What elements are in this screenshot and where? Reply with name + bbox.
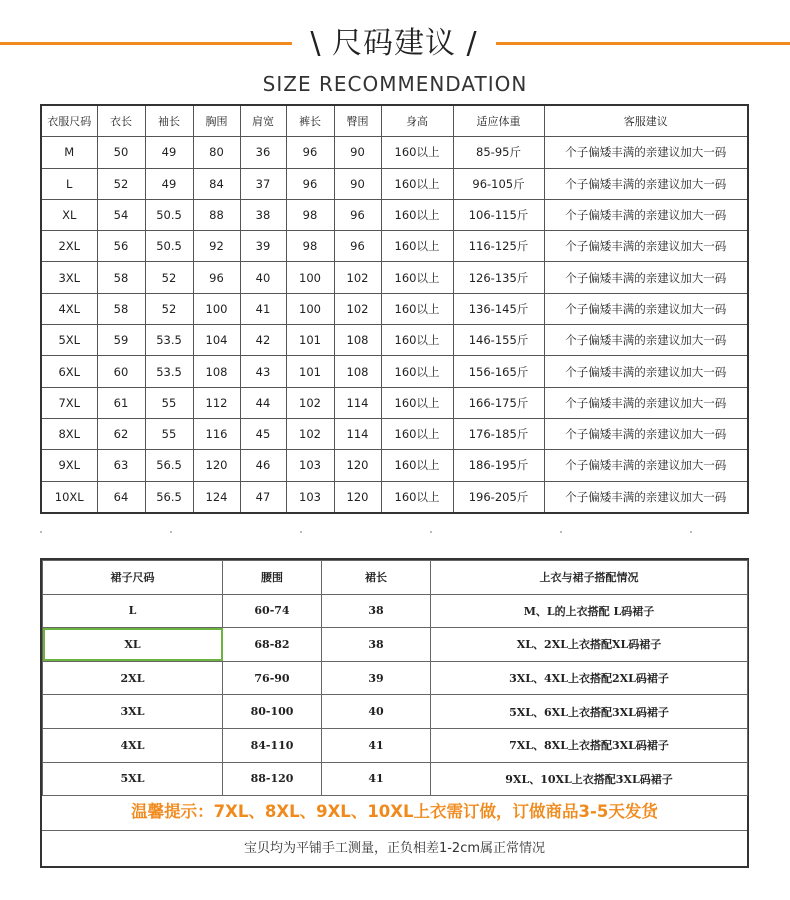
- table-cell: 40: [322, 695, 431, 729]
- title-divider-right: [496, 42, 790, 45]
- table-cell: 41: [322, 762, 431, 796]
- table-cell: 100: [286, 293, 334, 324]
- table-cell: 100: [286, 262, 334, 293]
- table-cell: 个子偏矮丰满的亲建议加大一码: [544, 137, 748, 168]
- table-cell: 112: [193, 387, 240, 418]
- table-row: [43, 628, 748, 662]
- table-cell: 102: [334, 262, 381, 293]
- table-cell: 42: [240, 325, 286, 356]
- table-cell: XL: [41, 199, 97, 230]
- table-cell: 个子偏矮丰满的亲建议加大一码: [544, 262, 748, 293]
- table-cell: 160以上: [381, 387, 453, 418]
- table-row: [41, 137, 748, 168]
- table-cell: 103: [286, 450, 334, 481]
- column-header: 腰围: [223, 561, 322, 595]
- table-cell: 160以上: [381, 231, 453, 262]
- table-cell: 37: [240, 168, 286, 199]
- table-cell: 4XL: [41, 293, 97, 324]
- header-row: [43, 561, 748, 595]
- table-cell: 39: [322, 661, 431, 695]
- table-row: [43, 728, 748, 762]
- table-cell: 96: [286, 137, 334, 168]
- table-cell: 7XL: [41, 387, 97, 418]
- table-row: [41, 325, 748, 356]
- table-cell: 8XL: [41, 418, 97, 449]
- table-cell: 个子偏矮丰满的亲建议加大一码: [544, 450, 748, 481]
- table-cell: 46: [240, 450, 286, 481]
- table-cell: 126-135斤: [453, 262, 544, 293]
- table-cell: 58: [97, 293, 145, 324]
- table-cell: 45: [240, 418, 286, 449]
- warm-tip: 温馨提示：7XL、8XL、9XL、10XL上衣需订做，订做商品3-5天发货: [42, 794, 747, 831]
- table-cell: 96: [334, 199, 381, 230]
- table-cell: 100: [193, 293, 240, 324]
- table-cell: 160以上: [381, 293, 453, 324]
- table-cell: 52: [97, 168, 145, 199]
- table-cell: 56.5: [145, 450, 193, 481]
- table-cell: 98: [286, 231, 334, 262]
- table-cell: 53.5: [145, 325, 193, 356]
- table-cell: 个子偏矮丰满的亲建议加大一码: [544, 231, 748, 262]
- table-cell: 40: [240, 262, 286, 293]
- skirt-table: [42, 560, 748, 796]
- separator-dot: [430, 531, 432, 533]
- table-cell: 43: [240, 356, 286, 387]
- table-cell: 98: [286, 199, 334, 230]
- table-cell: 108: [334, 356, 381, 387]
- table-cell: 38: [322, 594, 431, 628]
- table-cell: 个子偏矮丰满的亲建议加大一码: [544, 168, 748, 199]
- separator-dot: [560, 531, 562, 533]
- table-cell: 106-115斤: [453, 199, 544, 230]
- separator-dot: [690, 531, 692, 533]
- table-cell: 84-110: [223, 728, 322, 762]
- table-cell: 160以上: [381, 325, 453, 356]
- table-cell: 120: [334, 481, 381, 513]
- separator-dot: [170, 531, 172, 533]
- table-cell: 124: [193, 481, 240, 513]
- table-cell: 49: [145, 168, 193, 199]
- table-row: [43, 762, 748, 796]
- table-cell: 41: [240, 293, 286, 324]
- column-header: 裙长: [322, 561, 431, 595]
- table-cell: 101: [286, 325, 334, 356]
- column-header: 客服建议: [544, 105, 748, 137]
- column-header: 臀围: [334, 105, 381, 137]
- table-cell: 个子偏矮丰满的亲建议加大一码: [544, 418, 748, 449]
- table-cell: 166-175斤: [453, 387, 544, 418]
- table-cell: 85-95斤: [453, 137, 544, 168]
- table-row: [41, 356, 748, 387]
- table-cell: L: [43, 594, 223, 628]
- table-cell: 68-82: [223, 628, 322, 662]
- table-cell: XL、2XL上衣搭配XL码裙子: [431, 628, 748, 662]
- table-cell: 个子偏矮丰满的亲建议加大一码: [544, 356, 748, 387]
- table-cell: 6XL: [41, 356, 97, 387]
- table-cell: 114: [334, 387, 381, 418]
- table-cell: 个子偏矮丰满的亲建议加大一码: [544, 325, 748, 356]
- table-cell: 103: [286, 481, 334, 513]
- table-cell: 96: [334, 231, 381, 262]
- table-cell: 160以上: [381, 481, 453, 513]
- header-row: [41, 105, 748, 137]
- table-cell: 39: [240, 231, 286, 262]
- column-header: 胸围: [193, 105, 240, 137]
- table-cell: 160以上: [381, 418, 453, 449]
- table-cell: 101: [286, 356, 334, 387]
- table-row: [41, 199, 748, 230]
- column-header: 肩宽: [240, 105, 286, 137]
- table-cell: 41: [322, 728, 431, 762]
- table-cell: 90: [334, 168, 381, 199]
- separator-dot: [300, 531, 302, 533]
- table-row: [41, 293, 748, 324]
- table-cell: 116: [193, 418, 240, 449]
- table-cell: 90: [334, 137, 381, 168]
- title-divider-left: [0, 42, 292, 45]
- table-cell: 44: [240, 387, 286, 418]
- table-cell: 59: [97, 325, 145, 356]
- table-cell: 55: [145, 387, 193, 418]
- table-cell: 9XL、10XL上衣搭配3XL码裙子: [431, 762, 748, 796]
- table-cell: 5XL: [41, 325, 97, 356]
- table-cell: 92: [193, 231, 240, 262]
- column-header: 衣长: [97, 105, 145, 137]
- table-cell: 个子偏矮丰满的亲建议加大一码: [544, 293, 748, 324]
- table-cell: 5XL: [43, 762, 223, 796]
- table-row: [41, 450, 748, 481]
- table-cell: 个子偏矮丰满的亲建议加大一码: [544, 199, 748, 230]
- table-cell: 38: [322, 628, 431, 662]
- table-cell: 186-195斤: [453, 450, 544, 481]
- column-header: 身高: [381, 105, 453, 137]
- table-cell: 160以上: [381, 356, 453, 387]
- table-cell: 146-155斤: [453, 325, 544, 356]
- table-cell: 116-125斤: [453, 231, 544, 262]
- table-cell: 7XL、8XL上衣搭配3XL码裙子: [431, 728, 748, 762]
- table-cell: 58: [97, 262, 145, 293]
- table-cell: 160以上: [381, 168, 453, 199]
- table-cell: 9XL: [41, 450, 97, 481]
- separator-dot: [40, 531, 42, 533]
- table-cell: 80-100: [223, 695, 322, 729]
- table-cell: 50.5: [145, 199, 193, 230]
- table-cell: 96: [193, 262, 240, 293]
- column-header: 上衣与裙子搭配情况: [431, 561, 748, 595]
- table-cell: 63: [97, 450, 145, 481]
- table-cell: M、L的上衣搭配 L码裙子: [431, 594, 748, 628]
- table-cell: 88-120: [223, 762, 322, 796]
- table-cell: 2XL: [43, 661, 223, 695]
- title-row: [0, 22, 790, 66]
- table-row: [43, 594, 748, 628]
- table-cell: 102: [286, 387, 334, 418]
- table-cell: 84: [193, 168, 240, 199]
- table-cell: 56: [97, 231, 145, 262]
- table-cell: 104: [193, 325, 240, 356]
- table-cell: 108: [334, 325, 381, 356]
- table-cell: 50.5: [145, 231, 193, 262]
- table-cell: 136-145斤: [453, 293, 544, 324]
- table-row: [43, 695, 748, 729]
- column-header: 袖长: [145, 105, 193, 137]
- table-row: [41, 168, 748, 199]
- skirt-section: [40, 558, 749, 868]
- table-row: [41, 231, 748, 262]
- table-cell: 54: [97, 199, 145, 230]
- table-row: [41, 262, 748, 293]
- table-cell: 3XL、4XL上衣搭配2XL码裙子: [431, 661, 748, 695]
- table-row: [43, 661, 748, 695]
- table-cell: 4XL: [43, 728, 223, 762]
- table-cell: 47: [240, 481, 286, 513]
- table-cell: 52: [145, 293, 193, 324]
- size-table: [40, 104, 749, 514]
- table-cell: 62: [97, 418, 145, 449]
- table-cell: 96: [286, 168, 334, 199]
- table-cell: 个子偏矮丰满的亲建议加大一码: [544, 387, 748, 418]
- table-cell: 102: [286, 418, 334, 449]
- measurement-note: 宝贝均为平铺手工测量，正负相差1-2cm属正常情况: [243, 841, 546, 856]
- page-title: \ 尺码建议 /: [310, 26, 478, 61]
- table-cell: 38: [240, 199, 286, 230]
- table-row: [41, 481, 748, 513]
- table-cell: 64: [97, 481, 145, 513]
- dotted-separator: [40, 531, 747, 535]
- table-cell: 3XL: [43, 695, 223, 729]
- table-cell: 160以上: [381, 137, 453, 168]
- table-cell: 114: [334, 418, 381, 449]
- table-cell: 120: [193, 450, 240, 481]
- column-header: 适应体重: [453, 105, 544, 137]
- table-row: [41, 418, 748, 449]
- table-cell: 96-105斤: [453, 168, 544, 199]
- table-cell: 160以上: [381, 450, 453, 481]
- table-cell: 52: [145, 262, 193, 293]
- table-cell: 56.5: [145, 481, 193, 513]
- table-cell: 5XL、6XL上衣搭配3XL码裙子: [431, 695, 748, 729]
- table-cell: 80: [193, 137, 240, 168]
- table-cell: XL: [43, 628, 223, 662]
- table-cell: 2XL: [41, 231, 97, 262]
- table-cell: 55: [145, 418, 193, 449]
- table-cell: 88: [193, 199, 240, 230]
- table-cell: 156-165斤: [453, 356, 544, 387]
- table-cell: 196-205斤: [453, 481, 544, 513]
- table-cell: 176-185斤: [453, 418, 544, 449]
- table-cell: 108: [193, 356, 240, 387]
- table-cell: 61: [97, 387, 145, 418]
- table-cell: 160以上: [381, 262, 453, 293]
- column-header: 衣服尺码: [41, 105, 97, 137]
- table-cell: 3XL: [41, 262, 97, 293]
- column-header: 裙子尺码: [43, 561, 223, 595]
- table-cell: 个子偏矮丰满的亲建议加大一码: [544, 481, 748, 513]
- table-cell: 60-74: [223, 594, 322, 628]
- table-cell: 53.5: [145, 356, 193, 387]
- table-cell: 76-90: [223, 661, 322, 695]
- table-cell: 60: [97, 356, 145, 387]
- table-row: [41, 387, 748, 418]
- table-cell: 36: [240, 137, 286, 168]
- table-cell: 10XL: [41, 481, 97, 513]
- table-cell: 49: [145, 137, 193, 168]
- table-cell: M: [41, 137, 97, 168]
- table-cell: 102: [334, 293, 381, 324]
- table-cell: L: [41, 168, 97, 199]
- table-cell: 160以上: [381, 199, 453, 230]
- table-cell: 120: [334, 450, 381, 481]
- column-header: 裤长: [286, 105, 334, 137]
- page-subtitle: SIZE RECOMMENDATION: [262, 72, 528, 96]
- table-cell: 50: [97, 137, 145, 168]
